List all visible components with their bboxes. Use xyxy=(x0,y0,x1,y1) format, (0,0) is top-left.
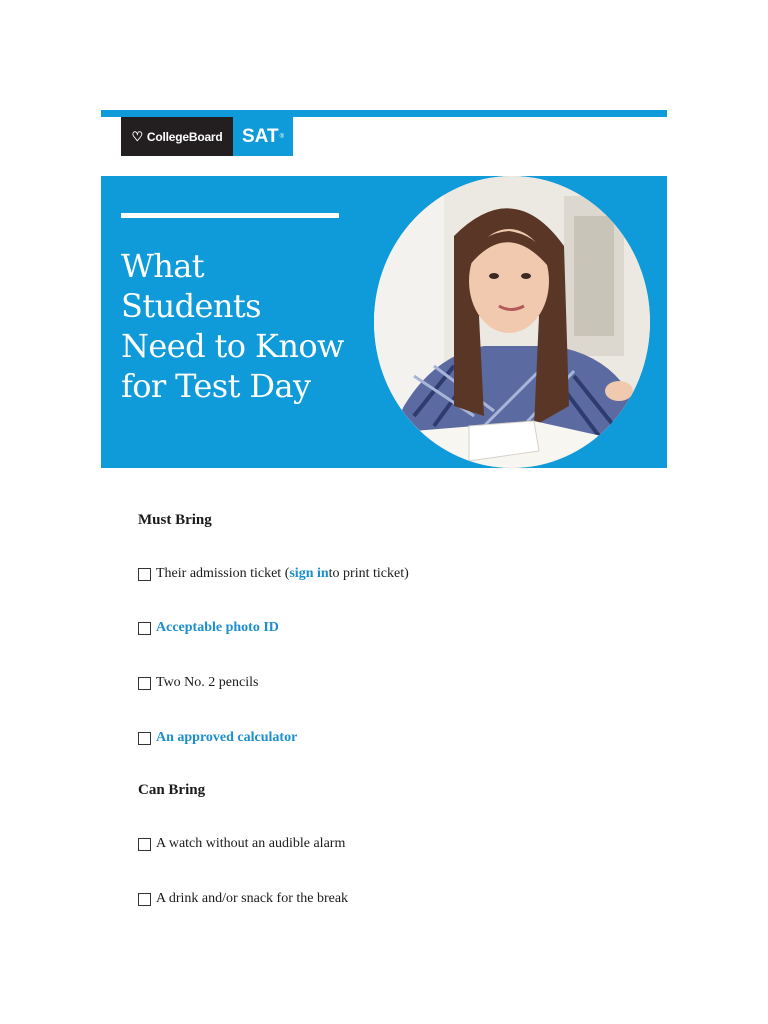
hero-title-line: What xyxy=(121,247,205,285)
item-text: A watch without an audible alarm xyxy=(156,836,346,851)
checklist-item-calculator xyxy=(138,730,297,746)
top-accent-rule xyxy=(101,110,667,117)
hero-title xyxy=(121,246,351,406)
sat-logo xyxy=(233,117,293,156)
must-bring-heading: Must Bring xyxy=(138,512,212,528)
checkbox[interactable] xyxy=(138,893,151,906)
acceptable-photo-id-link[interactable]: Acceptable photo ID xyxy=(156,620,279,635)
checklist-item-pencils xyxy=(138,675,258,691)
student-photo-illustration xyxy=(374,176,650,468)
checkbox[interactable] xyxy=(138,732,151,745)
checkbox[interactable] xyxy=(138,838,151,851)
approved-calculator-link[interactable]: An approved calculator xyxy=(156,730,298,745)
checklist-item-watch xyxy=(138,836,345,852)
hero-title-line: for Test Day xyxy=(121,367,311,405)
checklist-item-photo-id xyxy=(138,620,279,636)
hero-title-line: Need to Know xyxy=(121,327,344,365)
checklist-item-snack xyxy=(138,891,348,907)
item-text-prefix: Their admission ticket ( xyxy=(156,566,290,581)
checkbox[interactable] xyxy=(138,677,151,690)
collegeboard-sat-logo xyxy=(121,117,293,156)
checkbox[interactable] xyxy=(138,622,151,635)
hero-banner xyxy=(101,176,667,468)
item-text: Two No. 2 pencils xyxy=(156,675,259,690)
acorn-icon: ♡ xyxy=(131,129,143,144)
checklist-item-admission-ticket xyxy=(138,566,409,582)
collegeboard-label: CollegeBoard xyxy=(146,129,223,144)
can-bring-heading: Can Bring xyxy=(138,782,206,798)
item-text-suffix: to print ticket) xyxy=(328,566,409,581)
student-photo xyxy=(374,176,650,468)
registered-mark: ® xyxy=(279,133,284,140)
checkbox[interactable] xyxy=(138,568,151,581)
hero-divider xyxy=(121,213,339,218)
sign-in-link[interactable]: sign in xyxy=(289,566,329,581)
sat-label: SAT xyxy=(241,125,279,147)
collegeboard-logo xyxy=(121,117,233,156)
item-text: A drink and/or snack for the break xyxy=(156,891,349,906)
hero-title-line: Students xyxy=(121,287,261,325)
